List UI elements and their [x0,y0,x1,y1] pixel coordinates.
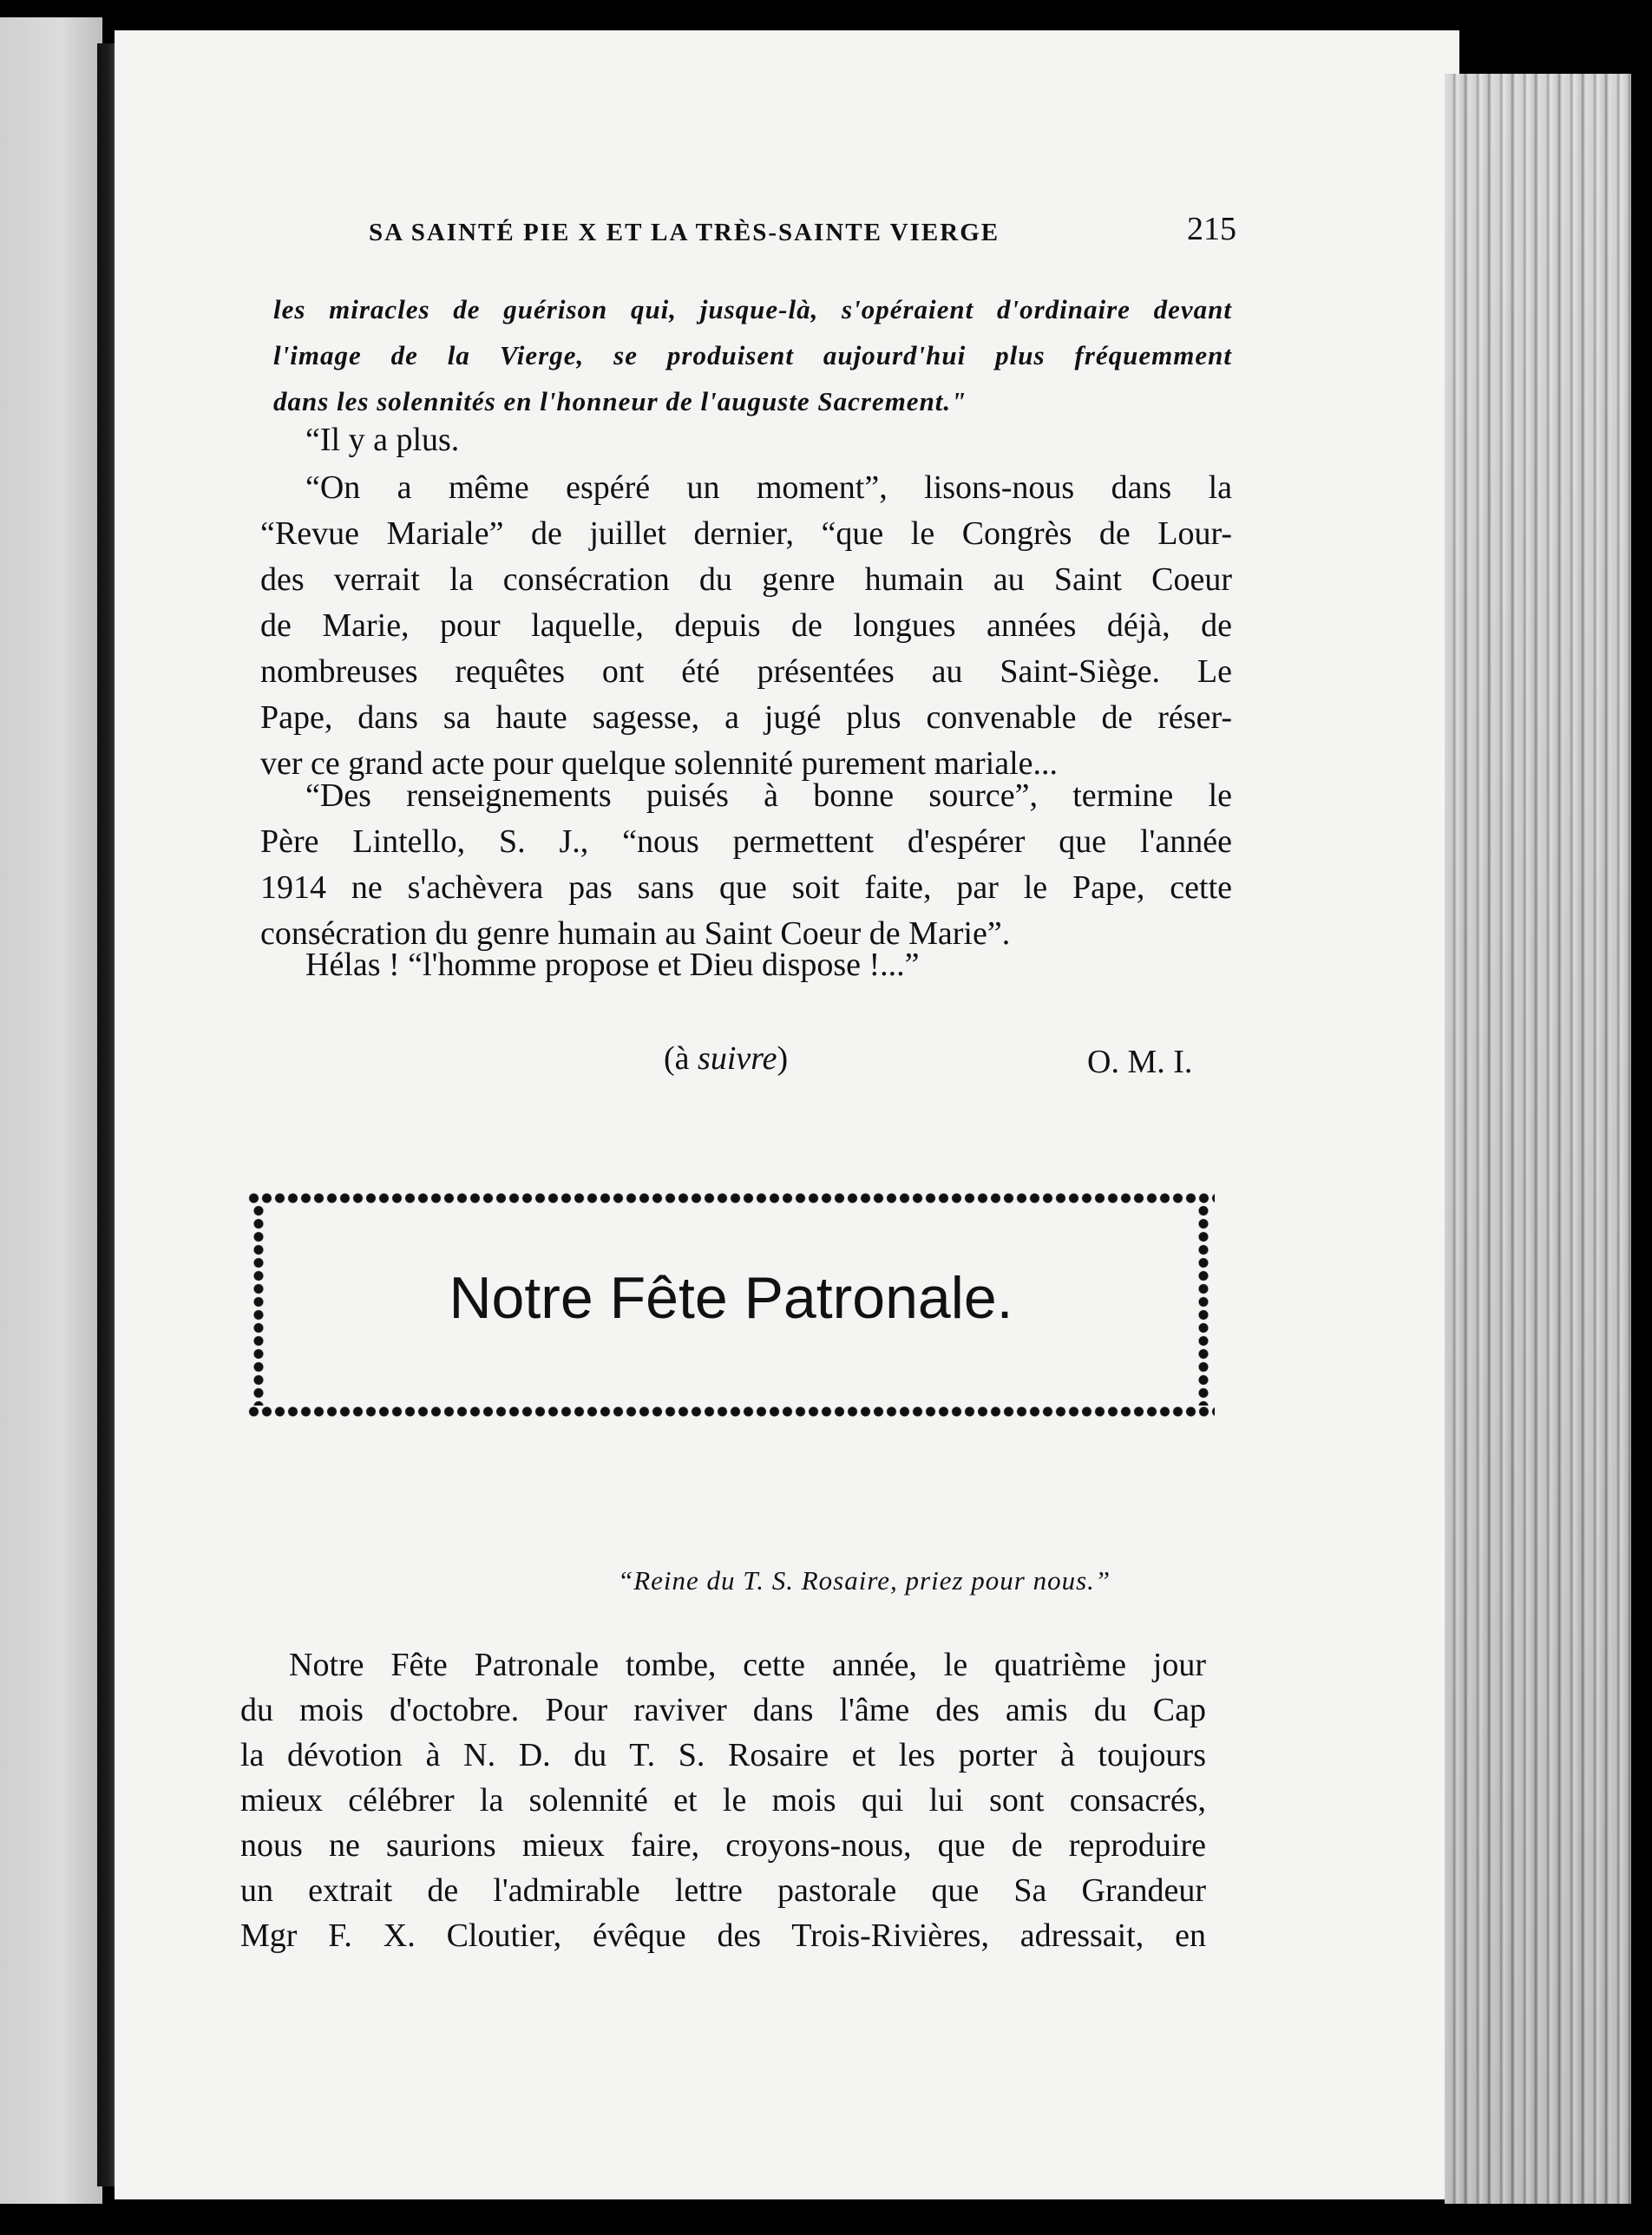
body-line-11: 1914 ne s'achèvera pas sans que soit faite, par le Pape, cette [260,869,1232,906]
facing-page-edge [0,17,102,2204]
author-signature: O. M. I. [1087,1044,1193,1080]
article2-line-7: Mgr F. X. Cloutier, évêque des Trois-Rivières, adressait, en [240,1917,1206,1954]
article2-line-5: nous ne saurions mieux faire, croyons-nous, que de reproduire [240,1827,1206,1864]
body-line-13: Hélas ! “l'homme propose et Dieu dispose !...” [305,947,920,983]
italic-quote-line-1: les miracles de guérison qui, jusque-là, s'opéraient d'ordinaire devant [273,294,1232,324]
body-line-5: de Marie, pour laquelle, depuis de longues années déjà, de [260,607,1232,644]
page-stack-edges [1445,74,1631,2204]
body-line-7: Pape, dans sa haute sagesse, a jugé plus convenable de réser- [260,699,1232,736]
article2-line-4: mieux célébrer la solennité et le mois qui lui sont consacrés, [240,1782,1206,1819]
page-number: 215 [1187,211,1236,247]
article2-line-3: la dévotion à N. D. du T. S. Rosaire et les porter à toujours [240,1737,1206,1773]
body-line-6: nombreuses requêtes ont été présentées au Saint-Siège. Le [260,653,1232,690]
body-line-2: “On a même espéré un moment”, lisons-nous dans la [305,469,1232,506]
article-title: Notre Fête Patronale. [449,1265,1013,1331]
to-follow-open: (à [664,1040,698,1077]
running-head-title: SA SAINTÉ PIE X ET LA TRÈS-SAINTE VIERGE [369,219,1000,246]
body-line-9: “Des renseignements puisés à bonne source”, termine le [305,777,1232,814]
body-line-1: “Il y a plus. [305,422,460,458]
book-gutter [97,43,116,2186]
body-line-4: des verrait la consécration du genre humain au Saint Coeur [260,561,1232,598]
body-line-8: ver ce grand acte pour quelque solennité purement mariale... [260,745,1058,782]
body-line-12: consécration du genre humain au Saint Coeur de Marie”. [260,915,1011,952]
article2-line-1: Notre Fête Patronale tombe, cette année, le quatrième jour [289,1647,1206,1683]
italic-quote-line-3: dans les solennités en l'honneur de l'auguste Sacrement." [273,386,967,416]
body-line-3: “Revue Mariale” de juillet dernier, “que le Congrès de Lour- [260,515,1232,552]
epigraph: “Reine du T. S. Rosaire, priez pour nous.” [618,1565,1111,1596]
to-be-continued [664,1039,788,1078]
article-title-frame [247,1187,1215,1423]
running-head [369,208,1236,260]
to-follow-word: suivre [698,1040,777,1077]
ornament-border-top [247,1187,1215,1209]
body-line-10: Père Lintello, S. J., “nous permettent d'espérer que l'année [260,823,1232,860]
to-follow-close: ) [777,1040,789,1077]
article2-line-2: du mois d'octobre. Pour raviver dans l'âme des amis du Cap [240,1692,1206,1728]
ornament-border-bottom [247,1400,1215,1423]
article2-line-6: un extrait de l'admirable lettre pastorale que Sa Grandeur [240,1872,1206,1909]
italic-quote-line-2: l'image de la Vierge, se produisent aujourd'hui plus fréquemment [273,340,1232,370]
